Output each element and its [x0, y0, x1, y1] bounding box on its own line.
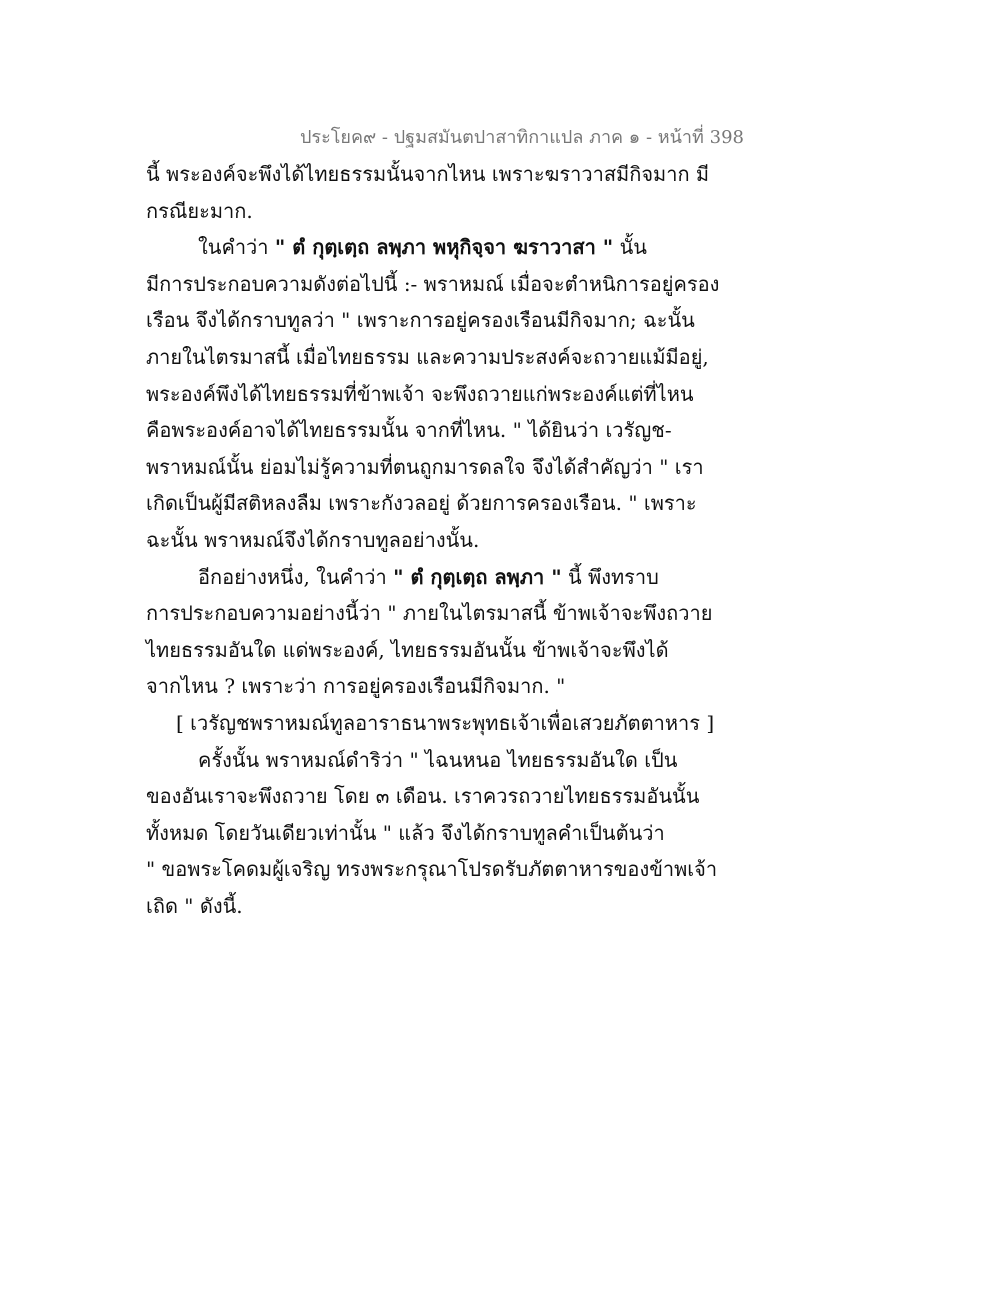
text-line: จากไหน ? เพราะว่า การอยู่ครองเรือนมีกิจมาก. " — [146, 674, 566, 699]
text-line: กรณียะมาก. — [146, 198, 253, 223]
text-line: เรือน จึงได้กราบทูลว่า " เพราะการอยู่ครองเรือนมีกิจมาก; ฉะนั้น — [146, 308, 695, 333]
section-heading: [ เวรัญชพราหมณ์ทูลอาราธนาพระพุทธเจ้าเพื่อเสวยภัตตาหาร ] — [176, 710, 715, 735]
text-line: ทั้งหมด โดยวันเดียวเท่านั้น " แล้ว จึงได้กราบทูลคำเป็นต้นว่า — [146, 820, 665, 845]
text-line: ฉะนั้น พราหมณ์จึงได้กราบทูลอย่างนั้น. — [146, 527, 480, 552]
text-line: พราหมณ์นั้น ย่อมไม่รู้ความที่ตนถูกมารดลใจ จึงได้สำคัญว่า " เรา — [146, 454, 704, 479]
page-body — [146, 156, 720, 924]
paragraph-2 — [146, 229, 720, 558]
text-line: ของอันเราจะพึงถวาย โดย ๓ เดือน. เราควรถวายไทยธรรมอันนั้น — [146, 784, 700, 809]
paragraph-3 — [146, 559, 713, 705]
text-line: มีการประกอบความดังต่อไปนี้ :- พราหมณ์ เมื่อจะตำหนิการอยู่ครอง — [146, 271, 720, 296]
text-run: ในคำว่า — [198, 235, 275, 260]
text-line: ไทยธรรมอันใด แด่พระองค์, ไทยธรรมอันนั้น ข้าพเจ้าจะพึงได้ — [146, 637, 669, 662]
text-line: ภายในไตรมาสนี้ เมื่อไทยธรรม และความประสงค์จะถวายแม้มีอยู่, — [146, 344, 709, 369]
text-line: การประกอบความอย่างนี้ว่า " ภายในไตรมาสนี้ ข้าพเจ้าจะพึงถวาย — [146, 601, 713, 626]
pali-quote: " ตํ กุตฺเตฺถ ลพฺภา พหุกิจฺจา ฆราวาสา " — [274, 235, 614, 260]
text-line: เถิด " ดังนี้. — [146, 893, 243, 918]
text-line: ครั้งนั้น พราหมณ์ดำริว่า " ไฉนหนอ ไทยธรรมอันใด เป็น — [198, 747, 678, 772]
text-line: พระองค์พึงได้ไทยธรรมที่ข้าพเจ้า จะพึงถวายแก่พระองค์แต่ที่ไหน — [146, 381, 694, 406]
paragraph-1 — [146, 156, 710, 229]
text-run: นั้น — [613, 235, 647, 260]
running-header: ประโยค๙ - ปฐมสมันตปาสาทิกาแปล ภาค ๑ - หน้าที่ 398 — [300, 127, 744, 148]
text-line — [146, 559, 706, 596]
pali-quote: " ตํ กุตฺเตฺถ ลพฺภา " — [393, 564, 562, 589]
paragraph-4 — [146, 742, 718, 925]
text-run: อีกอย่างหนึ่ง, ในคำว่า — [198, 564, 394, 589]
text-line: เกิดเป็นผู้มีสติหลงลืม เพราะกังวลอยู่ ด้วยการครองเรือน. " เพราะ — [146, 491, 697, 516]
text-line: คือพระองค์อาจได้ไทยธรรมนั้น จากที่ไหน. " ได้ยินว่า เวรัญช- — [146, 418, 672, 443]
text-line: " ขอพระโคดมผู้เจริญ ทรงพระกรุณาโปรดรับภัตตาหารของข้าพเจ้า — [146, 857, 718, 882]
text-line — [146, 229, 706, 266]
text-run: นี้ พึงทราบ — [561, 564, 659, 589]
text-line: นี้ พระองค์จะพึงได้ไทยธรรมนั้นจากไหน เพราะฆราวาสมีกิจมาก มี — [146, 162, 710, 186]
